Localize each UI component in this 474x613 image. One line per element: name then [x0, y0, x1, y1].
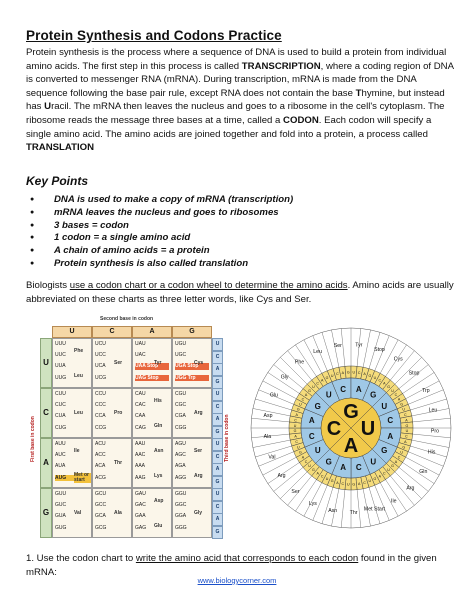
- codon-cell: [92, 438, 132, 488]
- wheel-spoke: [363, 330, 370, 367]
- wheel-second-base-label: C: [308, 431, 315, 441]
- codon: UAC: [135, 352, 146, 359]
- wheel-third-base-label: U: [299, 402, 302, 407]
- wheel-third-base-label: G: [330, 479, 334, 484]
- wheel-third-base-label: A: [336, 480, 339, 485]
- wheel-third-base-label: C: [301, 397, 305, 402]
- codon: CUA: [55, 413, 66, 420]
- codon: GUA: [55, 513, 66, 520]
- wheel-spoke: [253, 440, 290, 447]
- wheel-third-base-label: A: [316, 471, 319, 476]
- codon: UGG Trp: [175, 375, 209, 381]
- codon: AAG: [135, 474, 146, 481]
- wheel-amino-acid-label: Asp: [263, 412, 273, 419]
- codon: UCC: [95, 352, 106, 359]
- wheel-amino-acid-label: Thr: [349, 509, 358, 516]
- amino-acid-label: His: [154, 398, 162, 404]
- wheel-second-base-label: U: [325, 390, 332, 400]
- codon: AUA: [55, 463, 66, 470]
- third-base-cell: G: [212, 426, 223, 439]
- wheel-amino-acid-label: Arg: [406, 485, 415, 492]
- codon: GUU: [55, 491, 67, 497]
- amino-acid-label: Cys: [194, 360, 204, 366]
- amino-acid-label: Lys: [154, 473, 163, 479]
- amino-acid-label: Tyr: [154, 360, 162, 366]
- codon-cell: [52, 338, 92, 388]
- page-title: Protein Synthesis and Codons Practice: [26, 28, 282, 43]
- codon: CAU: [135, 391, 146, 397]
- wheel-third-base-label: U: [325, 477, 329, 482]
- wheel-third-base-label: C: [383, 471, 386, 476]
- codon: CGC: [175, 402, 187, 409]
- codon: AAU: [135, 441, 146, 447]
- codon-chart: [30, 312, 232, 542]
- codon: AGG: [175, 474, 187, 481]
- codon: CCU: [95, 391, 106, 397]
- wheel-third-base-label: U: [387, 467, 390, 472]
- codon-cell: [52, 438, 92, 488]
- codon: UCA: [95, 363, 106, 370]
- codon: ACC: [95, 452, 106, 459]
- wheel-third-base-label: A: [383, 381, 386, 386]
- wheel-second-base-label: A: [308, 416, 315, 426]
- wheel-first-base-label: U: [360, 418, 376, 440]
- question-underlined: write the amino acid that corresponds to each codon: [135, 553, 359, 564]
- wheel-spoke: [341, 490, 345, 528]
- intro-translation: TRANSLATION: [26, 142, 95, 154]
- wheel-third-base-label: A: [378, 474, 381, 479]
- third-base-cell: G: [212, 476, 223, 489]
- codon: UUC: [55, 352, 66, 359]
- third-base-cell: G: [212, 526, 223, 539]
- wheel-amino-acid-label: Phe: [294, 359, 305, 366]
- wheel-third-base-label: C: [316, 381, 319, 386]
- question-number: 1.: [26, 553, 35, 564]
- codon: GCA: [95, 513, 106, 520]
- codon: GUC: [55, 502, 67, 509]
- wheel-third-base-label: A: [301, 455, 305, 460]
- codon: CAC: [135, 402, 146, 409]
- codon-wheel-graphic: [243, 320, 458, 545]
- codon: UGU: [175, 341, 187, 347]
- wheel-third-base-label: G: [391, 464, 394, 469]
- third-base-label: Third base in codon: [224, 414, 230, 462]
- codon: GCU: [95, 491, 107, 497]
- codon: GGC: [175, 502, 187, 509]
- wheel-spoke: [263, 381, 297, 399]
- amino-acid-label: Arg: [194, 473, 203, 479]
- key-point-item: ● 3 bases = codon: [30, 220, 293, 233]
- wheel-third-base-label: A: [363, 372, 366, 377]
- wheel-third-base-label: A: [321, 378, 324, 383]
- wheel-third-base-label: A: [397, 397, 401, 402]
- wheel-amino-acid-label: Ser: [333, 343, 342, 350]
- wheel-amino-acid-label: Met Start: [363, 506, 385, 513]
- codon: GCG: [95, 524, 107, 531]
- wheel-spoke: [259, 452, 294, 467]
- wheel-spoke: [412, 440, 449, 447]
- wheel-third-base-label: U: [400, 450, 403, 455]
- wheel-spoke: [304, 483, 322, 517]
- codon-cell: [172, 488, 212, 538]
- codon: AGU: [175, 441, 186, 447]
- third-base-cell: A: [212, 463, 223, 476]
- codon: UAU: [135, 341, 146, 347]
- amino-acid-label: Arg: [194, 410, 203, 416]
- row-header: C: [40, 388, 52, 438]
- codon-cell: [132, 338, 172, 388]
- third-base-cell: C: [212, 451, 223, 464]
- wheel-amino-acid-label: Stop: [374, 346, 385, 353]
- question-text-1: Use the codon chart to: [34, 553, 136, 564]
- wheel-third-base-label: G: [373, 477, 377, 482]
- codon: AAA: [135, 463, 146, 470]
- wheel-spoke: [357, 490, 361, 528]
- bio-underlined: use a codon chart or a codon wheel to determine the amino acids: [69, 280, 348, 291]
- amino-acid-label: Ile: [74, 448, 80, 454]
- codon-cell: [92, 338, 132, 388]
- wheel-amino-acid-label: Arg: [277, 473, 286, 480]
- codon: CCG: [95, 424, 107, 431]
- intro-codon: CODON: [283, 114, 319, 126]
- wheel-third-base-label: C: [357, 371, 361, 376]
- codon: CCC: [95, 402, 106, 409]
- wheel-third-base-label: A: [405, 418, 408, 423]
- codon: AUG: [55, 475, 89, 481]
- intro-transcription: TRANSCRIPTION: [241, 60, 321, 72]
- codon-wheel: [243, 320, 458, 545]
- wheel-amino-acid-label: Lys: [308, 500, 317, 507]
- wheel-spoke: [399, 365, 428, 389]
- amino-acid-label: Thr: [114, 460, 123, 466]
- wheel-second-base-label: G: [314, 401, 321, 411]
- third-base-cell: A: [212, 513, 223, 526]
- amino-acid-label: Phe: [74, 348, 84, 354]
- codon: UAA Stop: [135, 363, 169, 369]
- footer-link[interactable]: www.biologycorner.com: [197, 576, 277, 585]
- amino-acid-label: Gly: [194, 510, 203, 516]
- codon-cell: [92, 488, 132, 538]
- amino-acid-label: Leu: [74, 373, 83, 379]
- wheel-amino-acid-label: Ile: [391, 498, 397, 505]
- codon: CGA: [175, 413, 186, 420]
- codon: GAU: [135, 491, 146, 497]
- codon: GGA: [175, 513, 187, 520]
- wheel-third-base-label: G: [346, 370, 350, 375]
- codon: ACA: [95, 463, 106, 470]
- amino-acid-label: Met or start: [74, 472, 89, 483]
- key-point-item: ● A chain of amino acids = a protein: [30, 245, 293, 258]
- intro-paragraph: [26, 46, 456, 155]
- codon-cell: [52, 488, 92, 538]
- amino-acid-label: Leu: [74, 410, 83, 416]
- wheel-third-base-label: G: [405, 423, 409, 428]
- wheel-second-base-label: U: [370, 457, 377, 467]
- wheel-third-base-label: U: [373, 375, 377, 380]
- third-base-cell: A: [212, 363, 223, 376]
- second-base-label: Second base in codon: [100, 316, 154, 322]
- wheel-third-base-label: A: [294, 434, 297, 439]
- wheel-third-base-label: U: [308, 464, 311, 469]
- wheel-amino-acid-label: Leu: [428, 407, 438, 414]
- codon: GCC: [95, 502, 107, 509]
- wheel-third-base-label: C: [394, 393, 398, 398]
- wheel-third-base-label: C: [304, 459, 308, 464]
- wheel-second-base-label: C: [340, 384, 347, 394]
- wheel-third-base-label: U: [296, 445, 300, 450]
- codon: UUG: [55, 374, 67, 381]
- codon-cell: [52, 388, 92, 438]
- wheel-third-base-label: A: [404, 440, 407, 445]
- wheel-third-base-label: U: [293, 423, 297, 428]
- codon: UCG: [95, 374, 107, 381]
- codon: UUA: [55, 363, 66, 370]
- wheel-third-base-label: C: [397, 455, 401, 460]
- wheel-third-base-label: C: [378, 378, 382, 383]
- wheel-third-base-label: U: [330, 373, 334, 378]
- wheel-spoke: [375, 336, 390, 371]
- codon: UGC: [175, 352, 187, 359]
- key-points-heading: Key Points: [26, 174, 89, 188]
- column-header: U: [52, 326, 92, 338]
- wheel-amino-acid-label: Ser: [291, 489, 300, 496]
- bio-text-2: . Amino acids are usually abbreviated on these charts as three letter words, like Cys and Ser.: [26, 280, 454, 305]
- intro-text-3: hymine, but instead has: [26, 87, 445, 113]
- codon: ACG: [95, 474, 106, 481]
- wheel-first-base-label: C: [326, 418, 342, 440]
- wheel-amino-acid-label: Gly: [280, 374, 289, 381]
- wheel-second-base-label: U: [314, 446, 321, 456]
- column-header: G: [172, 326, 212, 338]
- wheel-third-base-label: C: [405, 434, 408, 439]
- wheel-third-base-label: G: [387, 385, 391, 390]
- wheel-amino-acid-label: Cys: [393, 356, 403, 363]
- wheel-second-base-label: A: [340, 463, 347, 473]
- codon: GAA: [135, 513, 146, 520]
- codon: GAG: [135, 524, 147, 531]
- codon: GGU: [175, 491, 187, 497]
- wheel-third-base-label: U: [312, 385, 315, 390]
- wheel-third-base-label: C: [404, 412, 407, 417]
- third-base-cell: C: [212, 501, 223, 514]
- amino-acid-label: Ser: [114, 360, 123, 366]
- row-header: G: [40, 488, 52, 538]
- codon: UAG Stop: [135, 375, 169, 381]
- amino-acid-label: Ala: [114, 510, 122, 516]
- codon: UUU: [55, 341, 66, 347]
- wheel-spoke: [408, 452, 443, 467]
- amino-acid-label: Glu: [154, 523, 163, 529]
- wheel-third-base-label: G: [368, 373, 372, 378]
- codon-cell: [172, 388, 212, 438]
- amino-acid-label: Val: [74, 510, 82, 516]
- third-base-cell: U: [212, 388, 223, 401]
- wheel-third-base-label: U: [352, 370, 356, 375]
- codon: CCA: [95, 413, 106, 420]
- intro-text-5: . Each codon will specify a single amino acid. The amino acids are joined together and fold into a protein, a process called: [26, 114, 432, 140]
- wheel-second-base-label: C: [355, 463, 362, 473]
- codon: UGA Stop: [175, 363, 209, 369]
- wheel-third-base-label: G: [311, 467, 315, 472]
- codon: AGA: [175, 463, 186, 470]
- codon-cell: [132, 388, 172, 438]
- key-points-list: [30, 194, 293, 271]
- wheel-spoke: [322, 487, 333, 523]
- wheel-third-base-label: U: [346, 482, 350, 487]
- wheel-spoke: [385, 480, 406, 512]
- wheel-second-base-label: A: [355, 384, 362, 394]
- intro-t-bold: T: [355, 87, 362, 99]
- codon-cell: [172, 338, 212, 388]
- wheel-second-base-label: A: [387, 431, 394, 441]
- row-header: U: [40, 338, 52, 388]
- wheel-third-base-label: C: [295, 440, 298, 445]
- wheel-third-base-label: A: [341, 371, 344, 376]
- wheel-third-base-label: C: [363, 480, 366, 485]
- key-point-item: ● 1 codon = a single amino acid: [30, 232, 293, 245]
- intro-u-bold: U: [44, 101, 52, 113]
- wheel-spoke: [304, 340, 322, 374]
- third-base-cell: U: [212, 488, 223, 501]
- third-base-cell: G: [212, 376, 223, 389]
- wheel-amino-acid-label: Gln: [419, 468, 428, 475]
- wheel-third-base-label: A: [358, 481, 361, 486]
- wheel-spoke: [369, 487, 380, 523]
- wheel-amino-acid-label: His: [427, 449, 436, 456]
- codon: CUG: [55, 424, 67, 431]
- wheel-amino-acid-label: Leu: [313, 348, 322, 355]
- codon: CGG: [175, 424, 187, 431]
- codon: AUC: [55, 452, 66, 459]
- wheel-third-base-label: A: [304, 393, 308, 398]
- column-header: A: [132, 326, 172, 338]
- wheel-spoke: [375, 485, 390, 520]
- wheel-spoke: [322, 332, 333, 368]
- third-base-cell: U: [212, 338, 223, 351]
- amino-acid-label: Asp: [154, 498, 164, 504]
- wheel-amino-acid-label: Val: [268, 454, 276, 461]
- codon: GUG: [55, 524, 67, 531]
- wheel-third-base-label: G: [308, 388, 311, 393]
- codon: CUC: [55, 402, 66, 409]
- amino-acid-label: Asn: [154, 448, 164, 454]
- third-base-cell: C: [212, 351, 223, 364]
- wheel-amino-acid-label: Ala: [263, 433, 272, 440]
- third-base-cell: C: [212, 401, 223, 414]
- wheel-third-base-label: A: [394, 459, 398, 464]
- codon-cell: [172, 438, 212, 488]
- wheel-second-base-label: G: [370, 390, 377, 400]
- wheel-third-base-label: C: [341, 481, 345, 486]
- codon-cell: [132, 438, 172, 488]
- wheel-third-base-label: U: [391, 388, 394, 393]
- wheel-spoke: [274, 467, 303, 491]
- wheel-amino-acid-label: Stop: [408, 370, 420, 377]
- key-point-item: ● DNA is used to make a copy of mRNA (transcription): [30, 194, 293, 207]
- wheel-third-base-label: C: [294, 418, 297, 423]
- wheel-third-base-label: G: [293, 429, 297, 434]
- codon: CAA: [135, 413, 146, 420]
- codon: UCU: [95, 341, 106, 347]
- wheel-second-base-label: C: [387, 416, 394, 426]
- codon: GGG: [175, 524, 187, 531]
- wheel-spoke: [413, 418, 451, 422]
- wheel-amino-acid-label: Asn: [328, 507, 338, 514]
- codon: AAC: [135, 452, 146, 459]
- codon-cell: [132, 488, 172, 538]
- key-point-item: ● mRNA leaves the nucleus and goes to ribosomes: [30, 207, 293, 220]
- bio-text-1: Biologists: [26, 280, 70, 291]
- wheel-third-base-label: C: [320, 474, 324, 479]
- wheel-third-base-label: U: [368, 479, 372, 484]
- wheel-second-base-label: G: [325, 457, 332, 467]
- codon-cell: [92, 388, 132, 438]
- wheel-third-base-label: G: [402, 445, 406, 450]
- third-base-cell: U: [212, 438, 223, 451]
- biologists-paragraph: [26, 279, 456, 306]
- third-base-cell: A: [212, 413, 223, 426]
- wheel-spoke: [255, 399, 291, 410]
- codon: CGU: [175, 391, 187, 397]
- codon: GAC: [135, 502, 146, 509]
- amino-acid-label: Pro: [114, 410, 123, 416]
- first-base-label: First base in codon: [30, 416, 36, 462]
- column-header: C: [92, 326, 132, 338]
- intro-text-1: Protein synthesis is the process where a sequence of DNA is used to build a protein from individual amino acids. The first step in this process is called: [26, 47, 447, 72]
- wheel-first-base-label: G: [343, 401, 359, 423]
- amino-acid-label: Ser: [194, 448, 203, 454]
- wheel-first-base-label: A: [343, 435, 359, 457]
- wheel-third-base-label: G: [325, 375, 329, 380]
- wheel-third-base-label: G: [400, 402, 404, 407]
- wheel-amino-acid-label: Pro: [430, 428, 439, 435]
- wheel-second-base-label: G: [381, 446, 388, 456]
- wheel-third-base-label: A: [295, 412, 298, 417]
- wheel-second-base-label: U: [381, 401, 388, 411]
- codon: AUU: [55, 441, 66, 447]
- key-point-item: ● Protein synthesis is also called translation: [30, 258, 293, 271]
- wheel-amino-acid-label: Trp: [422, 387, 430, 394]
- wheel-third-base-label: G: [296, 407, 300, 412]
- wheel-amino-acid-label: Tyr: [355, 342, 363, 349]
- wheel-amino-acid-label: Glu: [269, 392, 278, 399]
- codon: AGC: [175, 452, 186, 459]
- wheel-third-base-label: U: [402, 407, 406, 412]
- intro-text-4: racil. The mRNA then leaves the nucleus and goes to a ribosome in the cell's cytoplasm. The ribosome reads the message three bases at a time, called a: [26, 101, 445, 126]
- intro-text-2: , where a coding region of DNA is converted to messenger RNA (mRNA). During transcription, mRNA is made from the DNA sequence following the base pair rule, except RNA does not contain the base: [26, 60, 454, 99]
- codon: ACU: [95, 441, 106, 447]
- wheel-third-base-label: U: [405, 429, 409, 434]
- amino-acid-label: Gln: [154, 423, 163, 429]
- codon: CUU: [55, 391, 66, 397]
- wheel-third-base-label: G: [298, 450, 302, 455]
- question-text-2: found in the given mRNA:: [26, 553, 437, 578]
- codon: CAG: [135, 424, 146, 431]
- wheel-third-base-label: G: [352, 482, 356, 487]
- wheel-third-base-label: C: [336, 372, 339, 377]
- row-header: A: [40, 438, 52, 488]
